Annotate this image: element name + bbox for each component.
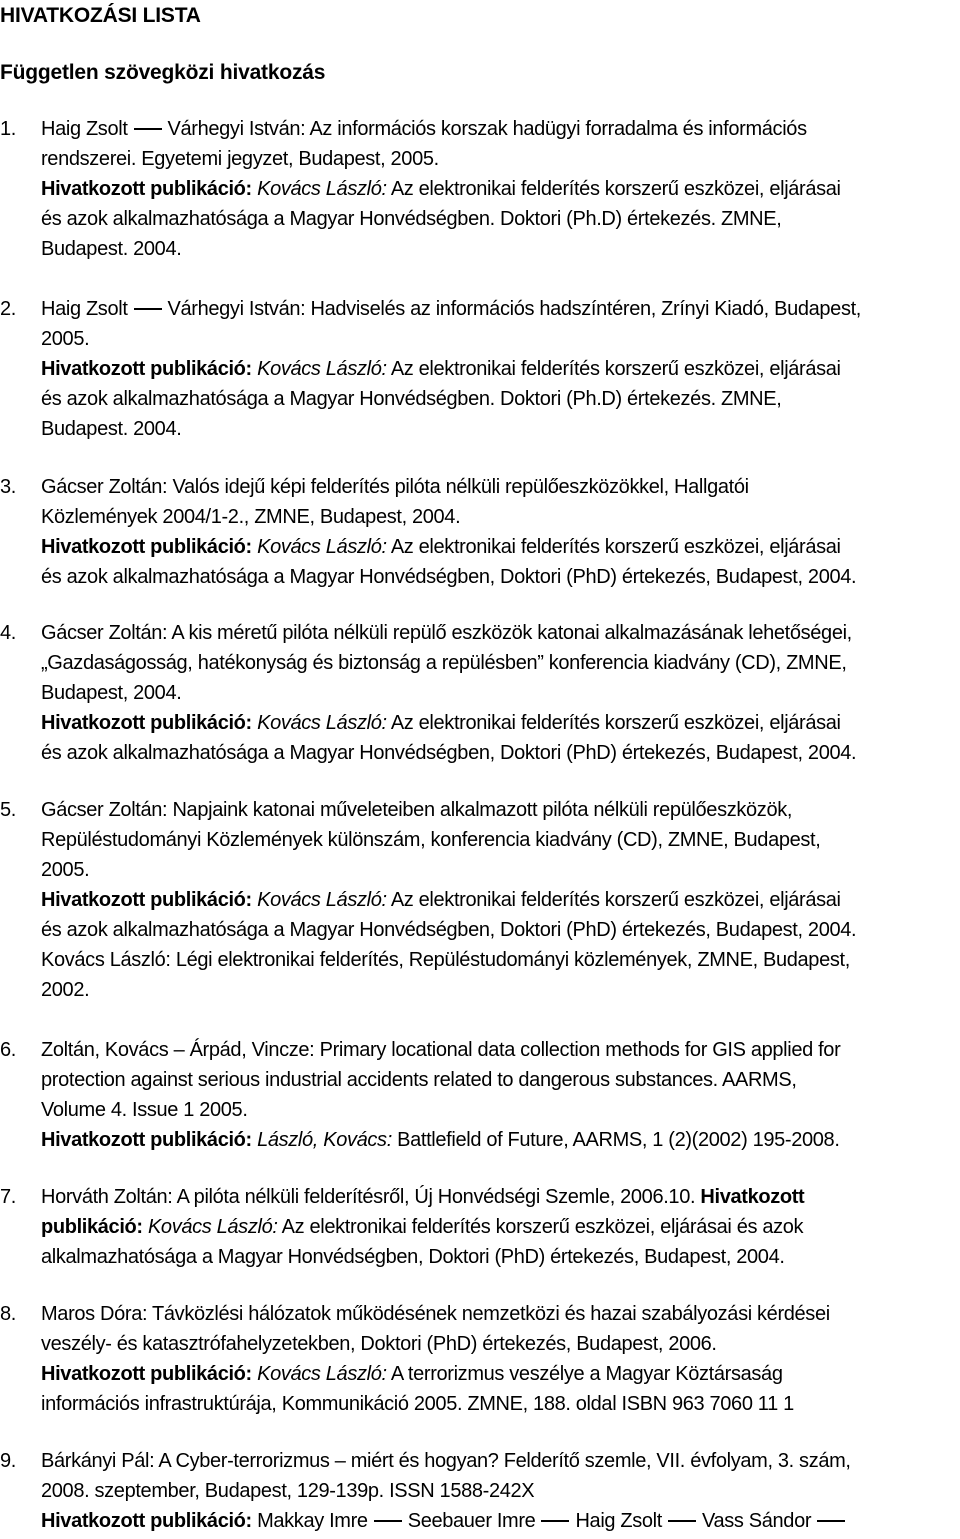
entry-number: 5. (0, 799, 16, 821)
page-title: HIVATKOZÁSI LISTA (0, 4, 201, 27)
entry-line: Közlemények 2004/1-2., ZMNE, Budapest, 2004. (41, 506, 461, 528)
entry-line: 2008. szeptember, Budapest, 129-139p. ISSN 1588-242X (41, 1480, 535, 1502)
citing-author: Kovács László: (257, 536, 387, 558)
section-heading: Független szövegközi hivatkozás (0, 61, 326, 84)
dash-separator (817, 1520, 845, 1522)
dash-separator (134, 308, 162, 310)
entry-number: 3. (0, 476, 16, 498)
entry-number: 7. (0, 1186, 16, 1208)
entry-line: Gácser Zoltán: Valós idejű képi felderítés pilóta nélküli repülőeszközökkel, Hallgatói (41, 476, 749, 498)
entry-line: veszély- és katasztrófahelyzetekben, Doktori (PhD) értekezés, Budapest, 2006. (41, 1333, 717, 1355)
entry-line: 2002. (41, 979, 90, 1001)
citing-author: Haig Zsolt (575, 1510, 662, 1532)
dash-separator (668, 1520, 696, 1522)
entry-line: és azok alkalmazhatósága a Magyar Honvédségben. Doktori (Ph.D) értekezés. ZMNE, (41, 388, 782, 410)
citing-publication (41, 1506, 960, 1536)
entry-line: alkalmazhatósága a Magyar Honvédségben, Doktori (PhD) értekezés, Budapest, 2004. (41, 1246, 785, 1268)
citing-label: publikáció: (41, 1216, 143, 1238)
citing-title: A terrorizmus veszélye a Magyar Köztársaság (390, 1363, 783, 1385)
entry-line: rendszerei. Egyetemi jegyzet, Budapest, 2005. (41, 148, 439, 170)
entry-number: 9. (0, 1450, 16, 1472)
entry-line: Volume 4. Issue 1 2005. (41, 1099, 248, 1121)
entry-text: Várhegyi István: Hadviselés az információs hadszíntéren, Zrínyi Kiadó, Budapest, (167, 298, 862, 320)
citing-label: Hivatkozott publikáció: (41, 1510, 252, 1532)
citing-author: László, Kovács: (257, 1129, 392, 1151)
citing-author: Kovács László: (257, 1363, 387, 1385)
entry-number: 2. (0, 298, 16, 320)
entry-line: és azok alkalmazhatósága a Magyar Honvédségben. Doktori (Ph.D) értekezés. ZMNE, (41, 208, 782, 230)
entry-number: 1. (0, 118, 16, 140)
citing-label: Hivatkozott (700, 1186, 805, 1208)
entry-number: 4. (0, 622, 16, 644)
citing-title: Az elektronikai felderítés korszerű eszközei, eljárásai (390, 358, 841, 380)
citing-label: Hivatkozott publikáció: (41, 178, 252, 200)
entry-line: 2005. (41, 328, 90, 350)
entry-line: Gácser Zoltán: Napjaink katonai műveleteiben alkalmazott pilóta nélküli repülőeszközök, (41, 799, 793, 821)
citing-title: Battlefield of Future, AARMS, 1 (2)(2002) 195-2008. (397, 1129, 840, 1151)
entry-line: Budapest. 2004. (41, 418, 182, 440)
citing-author: Seebauer Imre (407, 1510, 536, 1532)
citing-publication (41, 532, 960, 562)
entry-line: információs infrastruktúrája, Kommunikáció 2005. ZMNE, 188. oldal ISBN 963 7060 11 1 (41, 1393, 794, 1415)
entry-line: és azok alkalmazhatósága a Magyar Honvédségben, Doktori (PhD) értekezés, Budapest, 2004. (41, 566, 857, 588)
citing-label: Hivatkozott publikáció: (41, 712, 252, 734)
dash-separator (374, 1520, 402, 1522)
entry-line (41, 1182, 960, 1212)
citing-label: Hivatkozott publikáció: (41, 1363, 252, 1385)
citing-title: Az elektronikai felderítés korszerű eszközei, eljárásai (390, 178, 841, 200)
entry-line (41, 1212, 960, 1242)
entry-line: 2005. (41, 859, 90, 881)
citing-author: Kovács László: (147, 1216, 278, 1238)
entry-line: és azok alkalmazhatósága a Magyar Honvédségben, Doktori (PhD) értekezés, Budapest, 2004. (41, 742, 857, 764)
citing-publication (41, 708, 960, 738)
citing-title: Az elektronikai felderítés korszerű eszközei, eljárásai (390, 712, 841, 734)
entry-line: Kovács László: Légi elektronikai felderítés, Repüléstudományi közlemények, ZMNE, Budapest, (41, 949, 850, 971)
entry-line: Maros Dóra: Távközlési hálózatok működésének nemzetközi és hazai szabályozási kérdései (41, 1303, 830, 1325)
citing-publication (41, 1359, 960, 1389)
dash-separator (134, 128, 162, 130)
author: Haig Zsolt (41, 118, 128, 140)
citing-label: Hivatkozott publikáció: (41, 889, 252, 911)
entry-line: és azok alkalmazhatósága a Magyar Honvédségben, Doktori (PhD) értekezés, Budapest, 2004. (41, 919, 857, 941)
entry-text: Várhegyi István: Az információs korszak hadügyi forradalma és információs (167, 118, 807, 140)
citing-title: Az elektronikai felderítés korszerű eszközei, eljárásai és azok (281, 1216, 804, 1238)
entry-number: 6. (0, 1039, 16, 1061)
citing-author: Kovács László: (257, 889, 387, 911)
entry-line: „Gazdaságosság, hatékonyság és biztonság a repülésben” konferencia kiadvány (CD), ZMNE, (41, 652, 847, 674)
citing-publication (41, 885, 960, 915)
author: Haig Zsolt (41, 298, 128, 320)
entry-line (41, 114, 960, 144)
citing-author: Kovács László: (257, 712, 387, 734)
entry-line: protection against serious industrial accidents related to dangerous substances. AARMS, (41, 1069, 797, 1091)
citing-publication (41, 1125, 960, 1155)
entry-line: Gácser Zoltán: A kis méretű pilóta nélküli repülő eszközök katonai alkalmazásának lehetőségei, (41, 622, 852, 644)
entry-line: Budapest. 2004. (41, 238, 182, 260)
citing-publication (41, 174, 960, 204)
entry-line (41, 294, 960, 324)
citing-label: Hivatkozott publikáció: (41, 358, 252, 380)
citing-label: Hivatkozott publikáció: (41, 1129, 252, 1151)
citing-author: Kovács László: (257, 358, 387, 380)
entry-line: Budapest, 2004. (41, 682, 182, 704)
citing-author: Makkay Imre (257, 1510, 368, 1532)
entry-line: Zoltán, Kovács – Árpád, Vincze: Primary locational data collection methods for GIS applied for (41, 1039, 841, 1061)
citing-title: Az elektronikai felderítés korszerű eszközei, eljárásai (390, 536, 841, 558)
citing-author: Kovács László: (257, 178, 387, 200)
citing-label: Hivatkozott publikáció: (41, 536, 252, 558)
citing-author: Vass Sándor (701, 1510, 812, 1532)
entry-number: 8. (0, 1303, 16, 1325)
citing-publication (41, 354, 960, 384)
citing-title: Az elektronikai felderítés korszerű eszközei, eljárásai (390, 889, 841, 911)
entry-text: Horváth Zoltán: A pilóta nélküli felderítésről, Új Honvédségi Szemle, 2006.10. (41, 1186, 696, 1208)
entry-line: Bárkányi Pál: A Cyber-terrorizmus – miért és hogyan? Felderítő szemle, VII. évfolyam, 3. szám, (41, 1450, 851, 1472)
dash-separator (541, 1520, 569, 1522)
entry-line: Repüléstudományi Közlemények különszám, konferencia kiadvány (CD), ZMNE, Budapest, (41, 829, 821, 851)
